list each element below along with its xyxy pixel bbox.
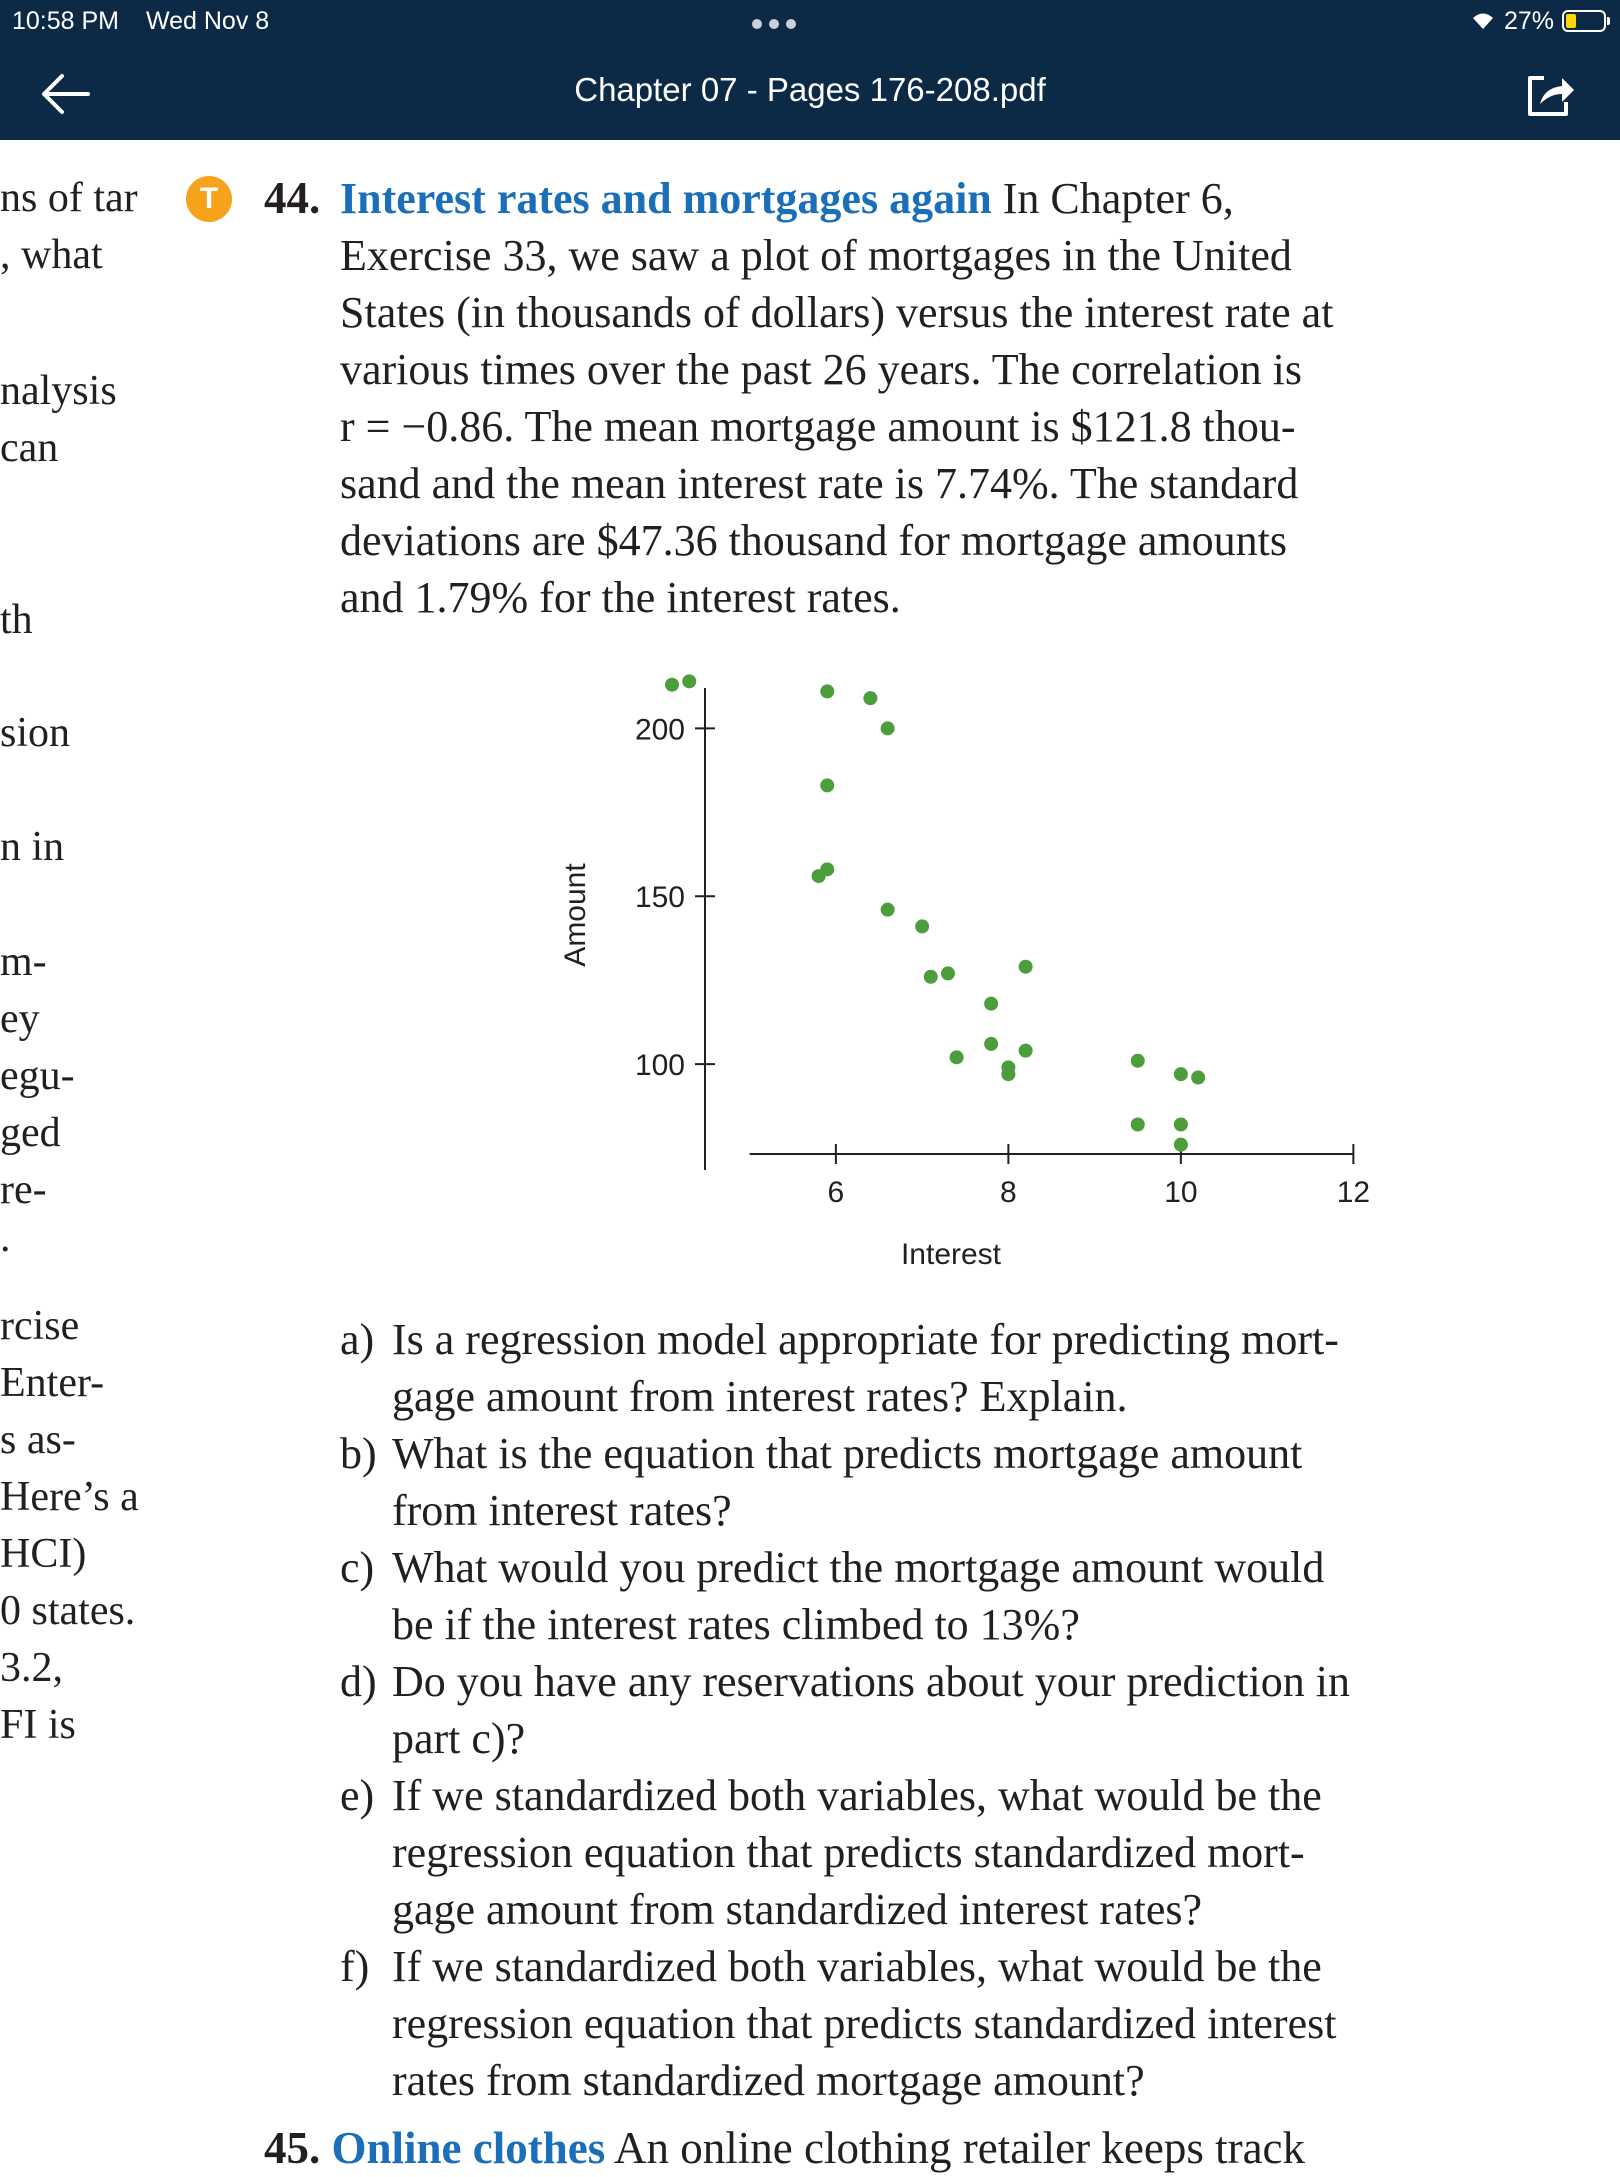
left-line: Here’s a: [0, 1474, 139, 1520]
chart-points: [665, 674, 1205, 1151]
question-line: What would you predict the mortgage amount would: [392, 1543, 1325, 1592]
exercise-line: and 1.79% for the interest rates.: [340, 573, 901, 622]
question-line: rates from standardized mortgage amount?: [392, 2056, 1145, 2105]
question-item: [340, 1653, 1440, 1767]
question-letter: e): [340, 1771, 375, 1820]
y-axis-label: Amount: [559, 863, 592, 967]
exercise-line: sand and the mean interest rate is 7.74%. The standard: [340, 459, 1299, 508]
share-button[interactable]: [1522, 66, 1578, 122]
question-line: What is the equation that predicts mortgage amount: [392, 1429, 1303, 1478]
data-point: [820, 684, 834, 698]
wifi-icon: [1470, 11, 1496, 31]
question-letter: c): [340, 1543, 375, 1592]
multitasking-dots-icon[interactable]: [752, 16, 832, 28]
data-point: [1019, 960, 1033, 974]
data-point: [820, 778, 834, 792]
battery-level: [1566, 14, 1576, 28]
question-letter: d): [340, 1657, 377, 1706]
left-line: ey: [0, 996, 40, 1042]
data-point: [1001, 1067, 1015, 1081]
data-point: [950, 1050, 964, 1064]
scatter-plot: [540, 640, 1371, 1280]
left-line: .: [0, 1215, 11, 1261]
question-line: Is a regression model appropriate for predicting mort-: [392, 1315, 1339, 1364]
next-exercise-title: Online clothes: [331, 2123, 606, 2173]
data-point: [812, 869, 826, 883]
technology-badge-icon: T: [186, 176, 232, 222]
data-point: [915, 919, 929, 933]
question-letter: a): [340, 1315, 375, 1364]
data-point: [881, 721, 895, 735]
status-bar-right: [1470, 4, 1606, 38]
question-line: Do you have any reservations about your prediction in: [392, 1657, 1350, 1706]
data-point: [881, 903, 895, 917]
left-line: m-: [0, 939, 47, 985]
status-bar-left: [12, 4, 289, 38]
data-point: [682, 674, 696, 688]
left-line: sion: [0, 710, 71, 756]
data-point: [665, 678, 679, 692]
question-line: be if the interest rates climbed to 13%?: [392, 1600, 1080, 1649]
data-point: [863, 691, 877, 705]
next-exercise: [264, 2120, 1305, 2177]
chart-axes: [635, 688, 1370, 1209]
x-tick-label: 6: [827, 1176, 845, 1209]
data-point: [1131, 1118, 1145, 1132]
left-line: FI is: [0, 1702, 76, 1748]
question-line: regression equation that predicts standardized interest: [392, 1999, 1337, 2048]
status-date: Wed Nov 8: [145, 7, 270, 35]
question-item: [340, 1767, 1440, 1938]
x-tick-label: 8: [1000, 1176, 1017, 1209]
left-line: re-: [0, 1167, 47, 1213]
question-line: regression equation that predicts standardized mort-: [392, 1828, 1305, 1877]
exercise-line: various times over the past 26 years. The correlation is: [340, 345, 1303, 394]
data-point: [1174, 1138, 1188, 1152]
exercise-text: [340, 170, 1420, 626]
data-point: [1131, 1054, 1145, 1068]
question-line: gage amount from standardized interest rates?: [392, 1885, 1203, 1934]
data-point: [1019, 1044, 1033, 1058]
exercise-line: r = −0.86. The mean mortgage amount is $121.8 thou-: [340, 402, 1296, 451]
y-tick-label: 150: [634, 881, 685, 915]
question-line: part c)?: [392, 1714, 526, 1763]
exercise-line: Exercise 33, we saw a plot of mortgages in the United: [340, 231, 1292, 280]
exercise-title: Interest rates and mortgages again: [340, 174, 992, 223]
question-line: gage amount from interest rates? Explain.: [392, 1372, 1128, 1421]
question-item: [340, 1539, 1440, 1653]
data-point: [984, 1037, 998, 1051]
share-icon: [1522, 66, 1578, 122]
question-letter: b): [340, 1429, 377, 1478]
left-line: , what: [0, 232, 103, 278]
y-tick-label: 100: [634, 1049, 685, 1083]
left-line: th: [0, 597, 33, 643]
question-line: from interest rates?: [392, 1486, 732, 1535]
x-tick-label: 12: [1336, 1176, 1371, 1209]
exercise-line: States (in thousands of dollars) versus the interest rate at: [340, 288, 1334, 337]
left-line: 3.2,: [0, 1645, 63, 1691]
battery-percent: 27%: [1503, 7, 1554, 35]
left-line: ged: [0, 1110, 61, 1156]
left-line: egu-: [0, 1053, 75, 1099]
status-time: 10:58 PM: [12, 7, 120, 35]
y-tick-label: 200: [634, 713, 685, 747]
left-line: s as-: [0, 1417, 76, 1463]
data-point: [984, 997, 998, 1011]
battery-icon: [1562, 10, 1606, 32]
question-line: If we standardized both variables, what would be the: [392, 1942, 1322, 1991]
data-point: [1191, 1071, 1205, 1085]
question-list: [340, 1311, 1440, 2109]
exercise-line: deviations are $47.36 thousand for mortgage amounts: [340, 516, 1288, 565]
data-point: [1174, 1067, 1188, 1081]
question-item: [340, 1425, 1440, 1539]
left-line: nalysis: [0, 368, 117, 414]
data-point: [924, 970, 938, 984]
left-line: n in: [0, 824, 65, 870]
data-point: [1174, 1118, 1188, 1132]
x-tick-label: 10: [1164, 1176, 1198, 1209]
question-letter: f): [340, 1942, 370, 1991]
left-line: rcise: [0, 1303, 80, 1349]
next-exercise-text: An online clothing retailer keeps track: [605, 2123, 1306, 2173]
top-bar: [0, 0, 1620, 140]
question-item: [340, 1311, 1440, 1425]
data-point: [941, 966, 955, 980]
exercise-number: 44.: [264, 173, 321, 223]
left-line: 0 states.: [0, 1588, 136, 1634]
left-line: can: [0, 425, 59, 471]
question-item: [340, 1938, 1440, 2109]
question-line: If we standardized both variables, what would be the: [392, 1771, 1322, 1820]
document-title: Chapter 07 - Pages 176-208.pdf: [574, 71, 1046, 108]
left-line: ns of tar: [0, 175, 138, 221]
left-line: Enter-: [0, 1360, 105, 1406]
next-exercise-number: 45.: [264, 2123, 321, 2173]
exercise-line: Interest rates and mortgages again In Chapter 6,: [340, 174, 1234, 223]
x-axis-label: Interest: [900, 1238, 1002, 1271]
left-line: HCI): [0, 1531, 87, 1577]
